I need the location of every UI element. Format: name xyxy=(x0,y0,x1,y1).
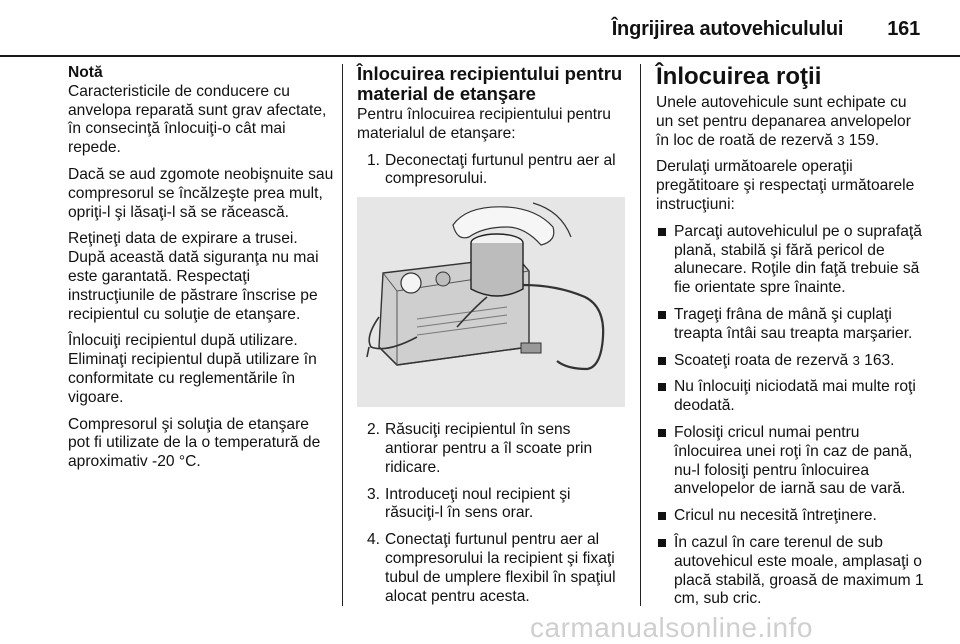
step-text: Răsuciţi recipientul în sens antiorar pentru a îl scoate prin ridicare. xyxy=(385,421,593,476)
bullet-text: Trageţi frâna de mână şi cuplaţi treapta întâi sau treapta marşarier. xyxy=(674,305,913,342)
steps-list xyxy=(357,421,625,606)
bullet-item xyxy=(656,352,924,371)
paragraph: Dacă se aud zgomote neobişnuite sau compresorul se încălzeşte prea mult, opriţi-l şi lăsaţi-l să se răcească. xyxy=(68,165,334,221)
paragraph: Compresorul şi soluţia de etanşare pot fi utilizate de la o temperatură de aproximativ -20 °C. xyxy=(68,415,321,471)
intro-text: Unele autovehicule sunt echipate cu un set pentru depanarea anvelopelor în loc de roată de rezervă xyxy=(656,94,911,149)
section-intro xyxy=(656,94,924,150)
bullet-text: Cricul nu necesită întreţinere. xyxy=(674,507,877,525)
step-text: Conectaţi furtunul pentru aer al compresorului la recipient şi fixaţi tubul de umplere flexibil în spaţiul alocat pentru acesta. xyxy=(385,531,616,605)
paragraph: Reţineţi data de expirare a trusei. După această dată siguranţa nu mai este garantată. Respectaţi instrucţiunile de păstrare înscrise pe recipientul cu soluţie de etanşare. xyxy=(68,230,319,323)
step-number: 3. xyxy=(367,485,381,503)
bullet-item xyxy=(656,534,924,609)
page-ref[interactable]: 163. xyxy=(864,351,895,369)
step-number: 2. xyxy=(367,421,381,439)
header-rule xyxy=(0,55,960,57)
bullet-item xyxy=(656,424,924,499)
step-number: 1. xyxy=(367,151,381,169)
bullet-item xyxy=(656,306,924,344)
step-text: Introduceţi noul recipient şi răsuciţi-l în sens orar. xyxy=(385,485,571,522)
page-ref-icon: 3 xyxy=(837,132,845,148)
page-ref[interactable]: 159. xyxy=(848,131,880,149)
bullet-list xyxy=(656,223,924,609)
step-item xyxy=(357,152,625,190)
note-text: Caracteristicile de conducere cu anvelopa reparată sunt grav afectate, în consecinţă înlocuiţi-o cât mai repede. xyxy=(68,82,327,157)
step-item xyxy=(357,486,625,524)
page-number: 161 xyxy=(887,18,920,40)
column-right xyxy=(656,64,924,617)
column-divider xyxy=(342,64,343,606)
page-header-title: Îngrijirea autovehiculului xyxy=(611,18,844,40)
bullet-item xyxy=(656,378,924,416)
column-middle xyxy=(357,64,625,614)
compressor-illustration xyxy=(357,197,625,407)
bullet-item xyxy=(656,507,924,526)
bullet-square-icon xyxy=(658,228,666,236)
section-intro: Pentru înlocuirea recipientului pentru materialul de etanşare: xyxy=(357,106,611,142)
section-heading: Înlocuirea recipientului pentru material de etanşare xyxy=(357,63,623,104)
section-heading: Înlocuirea roţii xyxy=(656,63,822,90)
bullet-square-icon xyxy=(658,429,666,437)
bullet-text: Folosiţi cricul numai pentru înlocuirea unei roţi în caz de pană, nu-l folosiţi pentru înlocuirea anvelopelor de iarnă sau de vară. xyxy=(674,423,913,498)
note-title: Notă xyxy=(68,64,103,81)
bullet-text: În cazul în care terenul de sub autovehicul este moale, amplasaţi o placă stabilă, groasă de maximum 1 cm, sub cric. xyxy=(674,533,924,608)
bullet-text: Scoateţi roata de rezervă xyxy=(674,351,849,369)
steps-list xyxy=(357,152,625,190)
paragraph: Derulaţi următoarele operaţii pregătitoare şi respectaţi următoarele instrucţiuni: xyxy=(656,158,915,213)
watermark: carmanualsonline.info xyxy=(530,612,813,643)
bullet-square-icon xyxy=(658,357,666,365)
step-text: Deconectaţi furtunul pentru aer al compresorului. xyxy=(385,151,616,188)
bullet-text: Parcaţi autovehiculul pe o suprafaţă plană, stabilă şi fără pericol de alunecare. Roţile din faţă trebuie să fie orientate spre înainte. xyxy=(674,222,922,297)
page-ref-icon: 3 xyxy=(852,352,860,368)
step-item xyxy=(357,421,625,477)
bullet-square-icon xyxy=(658,539,666,547)
bullet-text: Nu înlocuiţi niciodată mai multe roţi deodată. xyxy=(674,378,916,415)
bullet-square-icon xyxy=(658,311,666,319)
bullet-item xyxy=(656,223,924,298)
column-divider xyxy=(640,64,641,606)
column-left xyxy=(68,64,334,480)
bullet-square-icon xyxy=(658,512,666,520)
paragraph: Înlocuiţi recipientul după utilizare. Eliminaţi recipientul după utilizare în conformitate cu reglementările în vigoare. xyxy=(68,332,317,406)
step-item xyxy=(357,531,625,606)
bullet-square-icon xyxy=(658,383,666,391)
step-number: 4. xyxy=(367,531,381,549)
page-header xyxy=(612,18,920,46)
